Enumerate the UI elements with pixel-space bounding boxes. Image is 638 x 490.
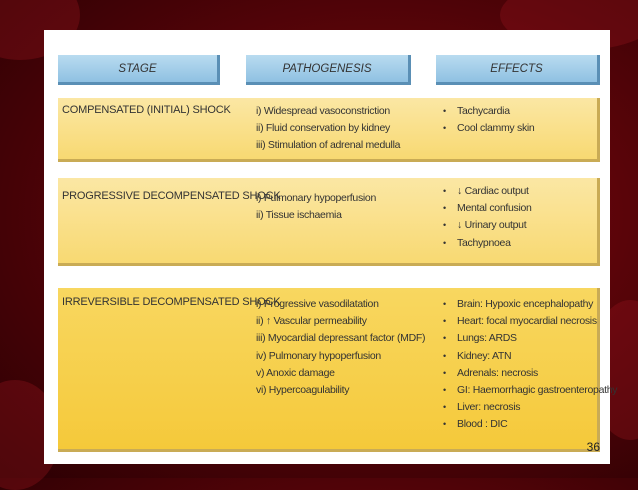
pathogenesis-item: i) Widespread vasoconstriction: [256, 105, 390, 117]
effect-item: • Brain: Hypoxic encephalopathy: [443, 296, 617, 313]
header-pathogenesis: [246, 55, 411, 85]
stage-label: IRREVERSIBLE DECOMPENSATED SHOCK: [62, 296, 281, 308]
bullet-icon: •: [443, 350, 446, 361]
header-effects: [436, 55, 600, 85]
effects-list: [443, 103, 534, 137]
bullet-icon: •: [443, 237, 446, 248]
pathogenesis-item: ii) ↑ Vascular permeability: [256, 315, 367, 328]
pathogenesis-item: ii) Tissue ischaemia: [256, 209, 342, 222]
slide: [44, 30, 618, 464]
header-stage-label: STAGE: [118, 62, 157, 75]
bullet-icon: •: [443, 299, 446, 309]
effect-item: • GI: Haemorrhagic gastroenteropathy: [443, 382, 617, 399]
pathogenesis-item: iv) Pulmonary hypoperfusion: [256, 349, 381, 362]
row-progressive: [58, 178, 600, 266]
effect-item: • Adrenals: necrosis: [443, 365, 617, 382]
bullet-icon: •: [443, 419, 446, 430]
effect-item: • Lungs: ARDS: [443, 330, 617, 347]
effect-item: • ↓ Cardiac output: [443, 183, 532, 200]
effects-list: [443, 296, 617, 434]
effects-list: [443, 183, 532, 252]
row-compensated: [58, 98, 600, 162]
stage-label: PROGRESSIVE DECOMPENSATED SHOCK: [62, 190, 281, 202]
bullet-icon: •: [443, 123, 446, 134]
pathogenesis-item: iii) Stimulation of adrenal medulla: [256, 139, 401, 152]
pathogenesis-item: iii) Myocardial depressant factor (MDF): [256, 332, 426, 345]
pathogenesis-item: vi) Hypercoagulability: [256, 384, 350, 397]
bullet-icon: •: [443, 186, 446, 196]
pathogenesis-list: [256, 190, 376, 224]
effect-item: • Kidney: ATN: [443, 348, 617, 365]
effect-item: • Tachypnoea: [443, 235, 532, 252]
pathogenesis-item: ii) Fluid conservation by kidney: [256, 122, 390, 135]
pathogenesis-item: i) Pulmonary hypoperfusion: [256, 192, 377, 204]
effect-item: • Blood : DIC: [443, 416, 617, 433]
effect-item: • Cool clammy skin: [443, 120, 534, 137]
bullet-icon: •: [443, 106, 446, 116]
bullet-icon: •: [443, 333, 446, 344]
row-irreversible: [58, 288, 618, 452]
pathogenesis-list: [256, 103, 400, 155]
bullet-icon: •: [443, 203, 446, 214]
header-pathogenesis-label: PATHOGENESIS: [282, 62, 372, 75]
effect-item: • Liver: necrosis: [443, 399, 617, 416]
effect-item: • Heart: focal myocardial necrosis: [443, 313, 617, 330]
effect-item: • ↓ Urinary output: [443, 217, 532, 234]
header-stage: [58, 55, 220, 85]
bullet-icon: •: [443, 385, 446, 396]
effect-item: • Mental confusion: [443, 200, 532, 217]
bullet-icon: •: [443, 316, 446, 327]
pathogenesis-list: [256, 296, 425, 399]
pathogenesis-item: v) Anoxic damage: [256, 366, 335, 379]
bullet-icon: •: [443, 220, 446, 231]
bullet-icon: •: [443, 402, 446, 413]
effect-item: • Tachycardia: [443, 103, 534, 120]
bullet-icon: •: [443, 367, 446, 378]
page-number: 36: [586, 440, 600, 454]
pathogenesis-item: i) Progressive vasodilatation: [256, 298, 379, 310]
stage-label: COMPENSATED (INITIAL) SHOCK: [62, 104, 231, 116]
header-effects-label: EFFECTS: [490, 62, 543, 75]
